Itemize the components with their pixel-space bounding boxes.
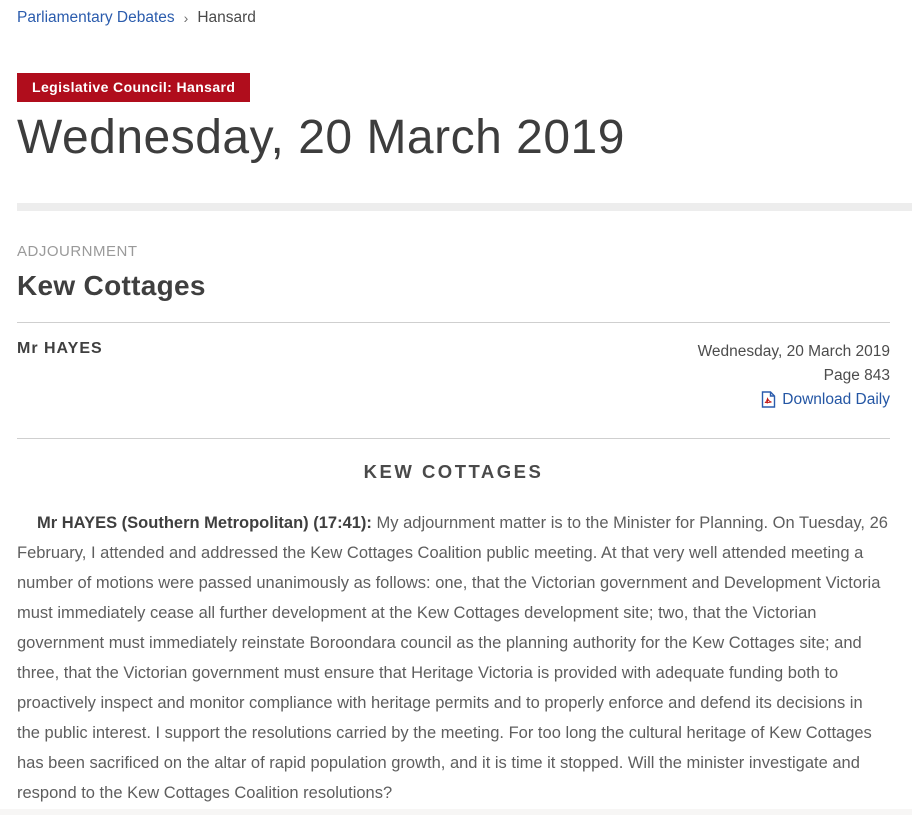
sitting-date: Wednesday, 20 March 2019 xyxy=(697,342,890,360)
breadcrumb-link-parliamentary-debates[interactable]: Parliamentary Debates xyxy=(17,9,175,26)
breadcrumb-current-hansard: Hansard xyxy=(197,9,256,26)
section-separator-bar xyxy=(17,203,912,211)
page-title: Wednesday, 20 March 2019 xyxy=(17,111,625,164)
page-number: Page 843 xyxy=(823,366,890,384)
next-section-edge xyxy=(0,809,912,815)
speech-heading: KEW COTTAGES xyxy=(363,460,544,482)
speech-meta-row xyxy=(17,323,890,412)
speaker-name: Mr HAYES xyxy=(17,339,103,357)
chevron-right-icon: › xyxy=(183,10,189,26)
section-title: Kew Cottages xyxy=(17,269,206,301)
download-daily-line xyxy=(698,388,890,412)
divider xyxy=(17,438,890,439)
chamber-badge: Legislative Council: Hansard xyxy=(17,73,250,102)
download-daily-link[interactable]: Download Daily xyxy=(782,390,890,408)
hansard-page xyxy=(0,0,912,165)
speech-text: My adjournment matter is to the Minister for Planning. On Tuesday, 26 February, I attended and addressed the Kew Cottages Coalition public meeting. At that very well attended meeting a number of motions were passed unanimously as follows: one, that the Victorian government and Development Victoria must immediately cease all further development at the Kew Cottages development site; two, that the Victorian government must immediately reinstate Boroondara council as the planning authority for the Kew Cottages site; and three, that the Victorian government must ensure that Heritage Victoria is provided with adequate funding both to proactively inspect and monitor compliance with heritage permits and to properly enforce and defend its decisions in the public interest. I support the resolutions carried by the meeting. For too long the cultural heritage of Kew Cottages has been sacrificed on the altar of rapid population growth, and it is time it stopped. Will the minister investigate and respond to the Kew Cottages Coalition resolutions? xyxy=(17,513,888,802)
speech-meta-details xyxy=(698,340,890,412)
pdf-file-icon xyxy=(761,391,776,408)
speech-speaker-prefix: Mr HAYES (Southern Metropolitan) (17:41): xyxy=(37,513,372,532)
speech-paragraph xyxy=(17,508,890,808)
section-kicker: ADJOURNMENT xyxy=(17,242,138,260)
breadcrumb xyxy=(17,0,890,27)
